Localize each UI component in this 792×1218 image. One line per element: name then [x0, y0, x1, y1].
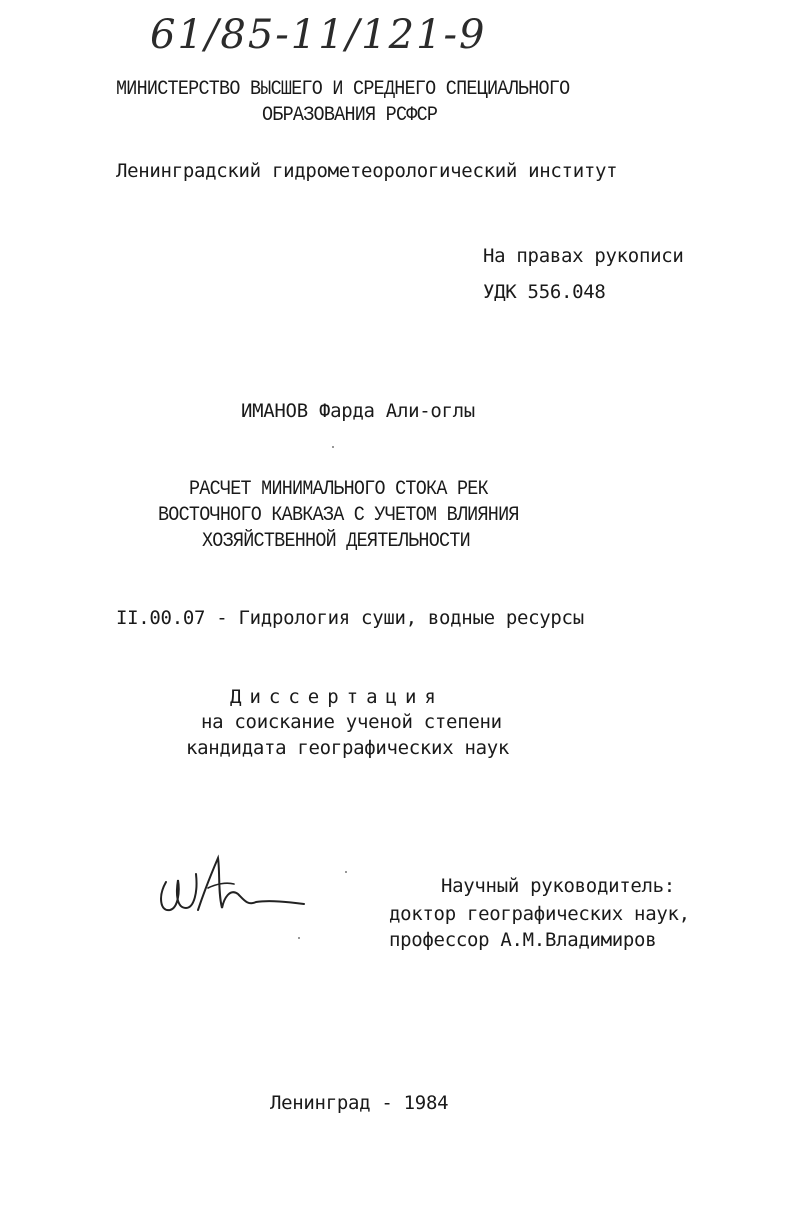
scan-speck	[345, 871, 347, 873]
scan-speck	[332, 446, 334, 448]
supervisor-label: Научный руководитель:	[441, 875, 675, 897]
handwritten-catalog-code: 61/85-11/121-9	[150, 12, 487, 58]
specialty-code: II.00.07 - Гидрология суши, водные ресурсы	[116, 607, 584, 629]
ministry-line-2: ОБРАЗОВАНИЯ РСФСР	[262, 104, 438, 127]
manuscript-rights: На правах рукописи	[483, 245, 684, 267]
thesis-title-line-3: ХОЗЯЙСТВЕННОЙ ДЕЯТЕЛЬНОСТИ	[202, 530, 470, 553]
supervisor-degree: доктор географических наук,	[389, 903, 690, 925]
supervisor-name: профессор А.М.Владимиров	[389, 929, 657, 951]
ministry-line-1: МИНИСТЕРСТВО ВЫСШЕГО И СРЕДНЕГО СПЕЦИАЛЬНОГО	[116, 78, 570, 101]
degree-line-2: кандидата географических наук	[186, 737, 510, 759]
degree-line-1: на соискание ученой степени	[201, 711, 502, 733]
udc-code: УДК 556.048	[483, 281, 606, 303]
thesis-title-line-2: ВОСТОЧНОГО КАВКАЗА С УЧЕТОМ ВЛИЯНИЯ	[158, 504, 519, 527]
institute-name: Ленинградский гидрометеорологический институт	[116, 160, 618, 182]
thesis-title-line-1: РАСЧЕТ МИНИМАЛЬНОГО СТОКА РЕК	[189, 478, 488, 501]
author-name: ИМАНОВ Фарда Али-оглы	[241, 400, 475, 422]
author-signature	[152, 852, 312, 932]
dissertation-label: Диссертация	[230, 686, 444, 708]
place-and-year: Ленинград - 1984	[270, 1092, 449, 1114]
scan-speck	[298, 937, 300, 939]
